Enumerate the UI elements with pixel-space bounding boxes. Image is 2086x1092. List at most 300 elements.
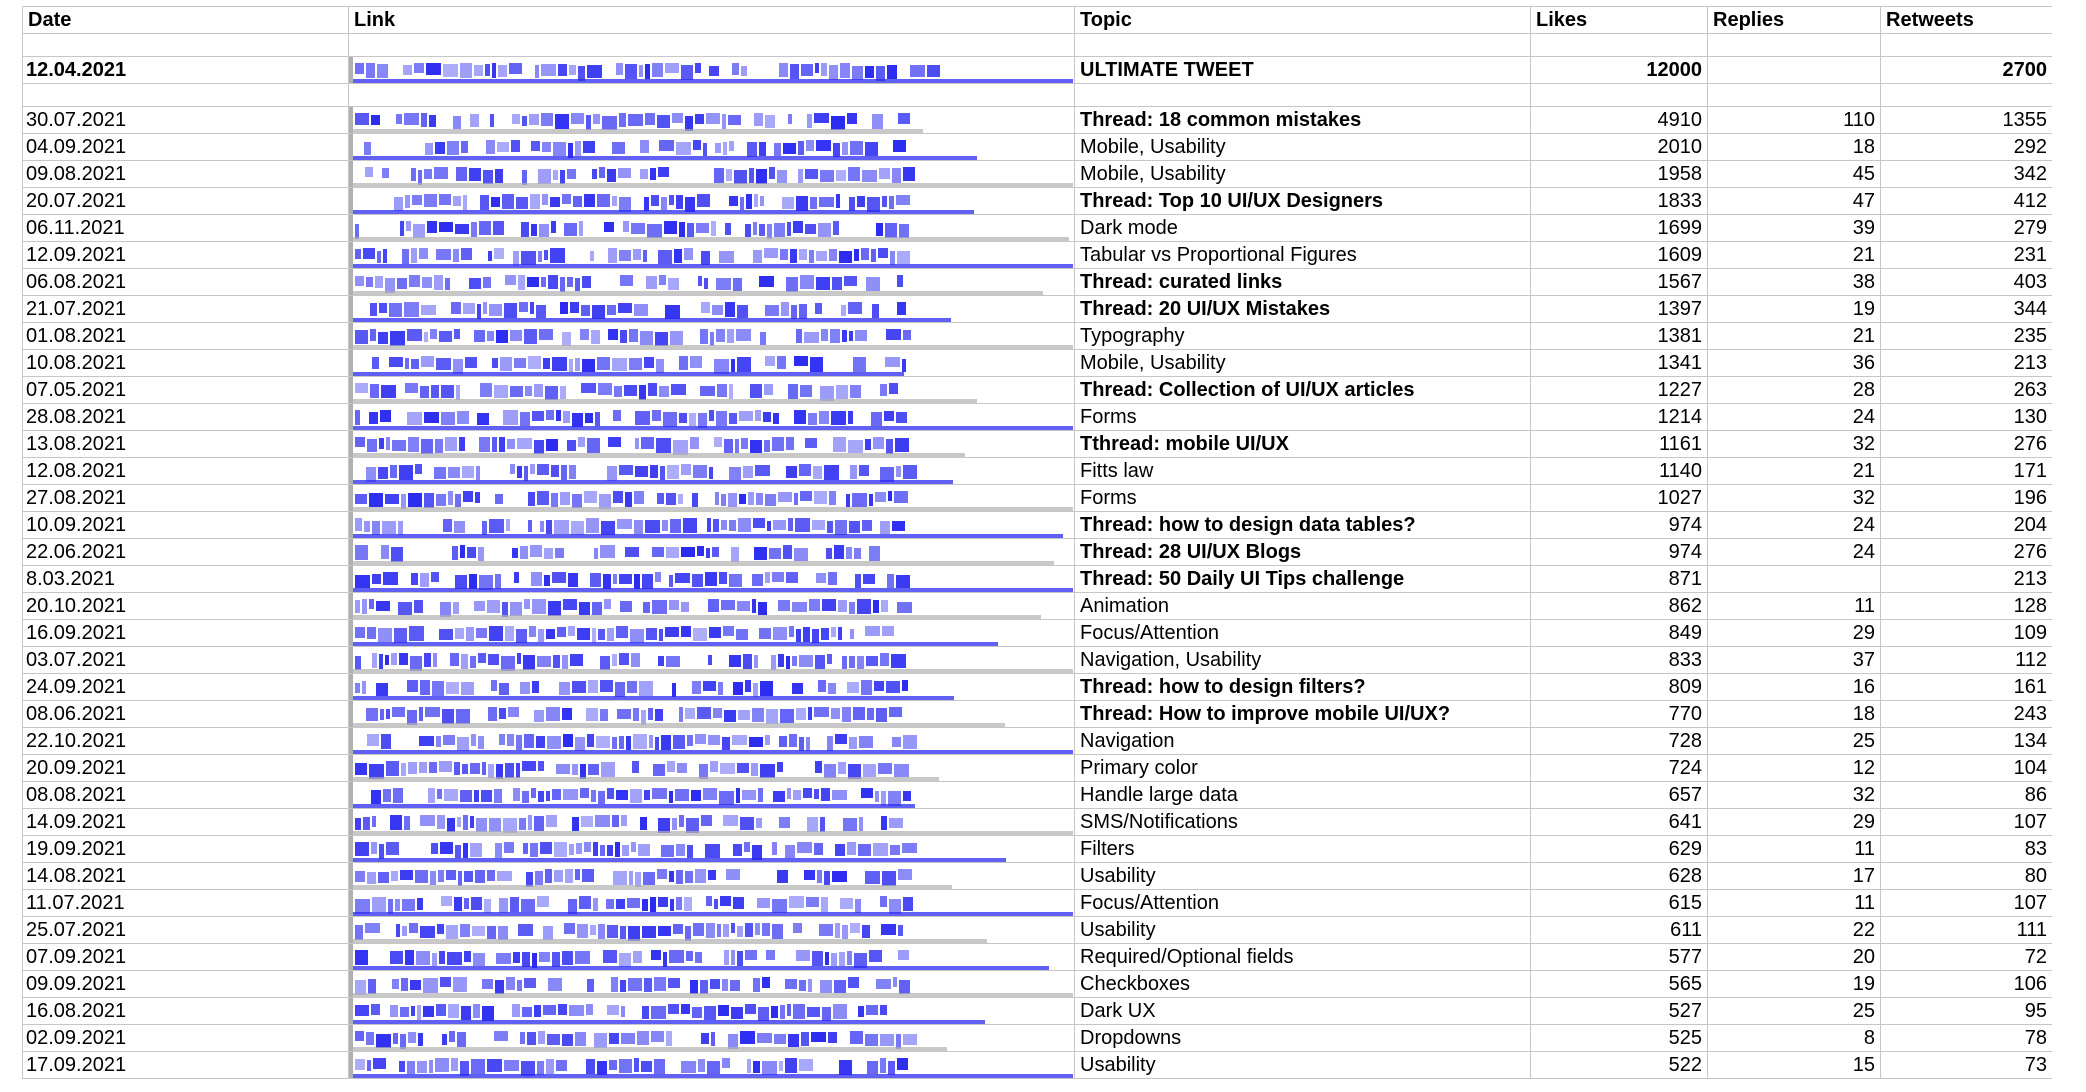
redaction-pixels — [349, 269, 1074, 296]
likes-cell[interactable]: 1161 — [1531, 431, 1708, 458]
topic-cell[interactable]: Thread: 28 UI/UX Blogs — [1075, 539, 1531, 566]
table-row — [23, 107, 2053, 134]
replies-cell[interactable]: 21 — [1708, 323, 1881, 350]
replies-cell[interactable]: 39 — [1708, 215, 1881, 242]
ultimate-tweet-row — [23, 57, 2053, 84]
date-cell[interactable]: 09.08.2021 — [23, 161, 349, 188]
replies-cell[interactable]: 25 — [1708, 998, 1881, 1025]
replies-cell[interactable]: 12 — [1708, 755, 1881, 782]
date-cell[interactable]: 12.04.2021 — [23, 57, 349, 84]
redacted-link-cell[interactable] — [349, 485, 1075, 512]
topic-cell[interactable]: Navigation, Usability — [1075, 647, 1531, 674]
date-cell[interactable]: 25.07.2021 — [23, 917, 349, 944]
retweets-cell[interactable]: 111 — [1881, 917, 2053, 944]
likes-cell[interactable]: 1227 — [1531, 377, 1708, 404]
retweets-cell[interactable]: 161 — [1881, 674, 2053, 701]
redaction-pixels — [349, 782, 1074, 809]
spreadsheet — [22, 6, 2052, 1092]
topic-cell[interactable]: Typography — [1075, 323, 1531, 350]
date-cell[interactable]: 02.09.2021 — [23, 1025, 349, 1052]
table-row — [23, 296, 2053, 323]
retweets-cell[interactable]: 204 — [1881, 512, 2053, 539]
likes-cell[interactable]: 12000 — [1531, 57, 1708, 84]
redaction-pixels — [349, 674, 1074, 701]
likes-cell[interactable]: 629 — [1531, 836, 1708, 863]
redaction-pixels — [349, 890, 1074, 917]
topic-cell[interactable]: Dark mode — [1075, 215, 1531, 242]
table-row — [23, 890, 2053, 917]
redacted-link-cell[interactable] — [349, 242, 1075, 269]
redaction-pixels — [349, 620, 1074, 647]
redacted-link-cell[interactable] — [349, 134, 1075, 161]
redaction-pixels — [349, 539, 1074, 566]
topic-cell[interactable]: Fitts law — [1075, 458, 1531, 485]
date-cell[interactable]: 10.09.2021 — [23, 512, 349, 539]
topic-cell[interactable]: Thread: how to design filters? — [1075, 674, 1531, 701]
replies-cell[interactable]: 25 — [1708, 728, 1881, 755]
replies-cell[interactable]: 32 — [1708, 782, 1881, 809]
likes-cell[interactable]: 1609 — [1531, 242, 1708, 269]
redacted-link-cell[interactable] — [349, 863, 1075, 890]
redaction-pixels — [349, 944, 1074, 971]
table-row — [23, 1025, 2053, 1052]
redacted-link-cell[interactable] — [349, 323, 1075, 350]
replies-cell[interactable]: 19 — [1708, 296, 1881, 323]
retweets-cell[interactable]: 107 — [1881, 809, 2053, 836]
topic-cell[interactable]: Thread: 20 UI/UX Mistakes — [1075, 296, 1531, 323]
likes-cell[interactable]: 974 — [1531, 539, 1708, 566]
topic-cell[interactable]: Thread: how to design data tables? — [1075, 512, 1531, 539]
date-cell[interactable]: 22.06.2021 — [23, 539, 349, 566]
date-cell[interactable]: 11.07.2021 — [23, 890, 349, 917]
replies-cell[interactable]: 19 — [1708, 971, 1881, 998]
date-cell[interactable]: 09.09.2021 — [23, 971, 349, 998]
replies-cell[interactable]: 16 — [1708, 674, 1881, 701]
replies-cell[interactable]: 21 — [1708, 242, 1881, 269]
retweets-cell[interactable]: 109 — [1881, 620, 2053, 647]
date-cell[interactable]: 13.08.2021 — [23, 431, 349, 458]
redaction-pixels — [349, 296, 1074, 323]
retweets-cell[interactable]: 412 — [1881, 188, 2053, 215]
topic-cell[interactable]: Thread: 18 common mistakes — [1075, 107, 1531, 134]
likes-cell[interactable]: 770 — [1531, 701, 1708, 728]
retweets-cell[interactable]: 342 — [1881, 161, 2053, 188]
table-row — [23, 863, 2053, 890]
retweets-cell[interactable]: 263 — [1881, 377, 2053, 404]
column-header-link[interactable]: Link — [349, 7, 1075, 34]
table-row — [23, 539, 2053, 566]
date-cell[interactable]: 28.08.2021 — [23, 404, 349, 431]
likes-cell[interactable]: 522 — [1531, 1052, 1708, 1079]
retweets-cell[interactable]: 104 — [1881, 755, 2053, 782]
likes-cell[interactable]: 525 — [1531, 1025, 1708, 1052]
likes-cell[interactable]: 565 — [1531, 971, 1708, 998]
topic-cell[interactable]: Dropdowns — [1075, 1025, 1531, 1052]
redacted-link-cell[interactable] — [349, 1025, 1075, 1052]
redacted-link-cell[interactable] — [349, 998, 1075, 1025]
redacted-link-cell[interactable] — [349, 647, 1075, 674]
redacted-link-cell[interactable] — [349, 431, 1075, 458]
retweets-cell[interactable]: 279 — [1881, 215, 2053, 242]
topic-cell[interactable]: Thread: Collection of UI/UX articles — [1075, 377, 1531, 404]
likes-cell[interactable]: 2010 — [1531, 134, 1708, 161]
date-cell[interactable]: 20.07.2021 — [23, 188, 349, 215]
redaction-pixels — [349, 647, 1074, 674]
topic-cell[interactable]: Thread: Top 10 UI/UX Designers — [1075, 188, 1531, 215]
table-body — [23, 34, 2053, 1079]
redacted-link-cell[interactable] — [349, 782, 1075, 809]
redacted-link-cell[interactable] — [349, 620, 1075, 647]
likes-cell[interactable]: 1397 — [1531, 296, 1708, 323]
replies-cell[interactable]: 17 — [1708, 863, 1881, 890]
topic-cell[interactable]: SMS/Notifications — [1075, 809, 1531, 836]
date-cell[interactable]: 07.05.2021 — [23, 377, 349, 404]
replies-cell[interactable]: 38 — [1708, 269, 1881, 296]
likes-cell[interactable]: 1958 — [1531, 161, 1708, 188]
topic-cell[interactable]: Navigation — [1075, 728, 1531, 755]
retweets-cell[interactable]: 112 — [1881, 647, 2053, 674]
topic-cell[interactable]: Thread: curated links — [1075, 269, 1531, 296]
redacted-link-cell[interactable] — [349, 755, 1075, 782]
table-row — [23, 485, 2053, 512]
likes-cell[interactable]: 974 — [1531, 512, 1708, 539]
replies-cell[interactable]: 29 — [1708, 809, 1881, 836]
topic-cell[interactable]: Mobile, Usability — [1075, 161, 1531, 188]
redaction-pixels — [349, 593, 1074, 620]
date-cell[interactable]: 20.10.2021 — [23, 593, 349, 620]
table-row — [23, 701, 2053, 728]
redaction-pixels — [349, 701, 1074, 728]
replies-cell[interactable]: 47 — [1708, 188, 1881, 215]
replies-cell[interactable]: 32 — [1708, 485, 1881, 512]
table-row — [23, 917, 2053, 944]
likes-cell[interactable]: 1567 — [1531, 269, 1708, 296]
redacted-link-cell[interactable] — [349, 188, 1075, 215]
date-cell[interactable]: 16.08.2021 — [23, 998, 349, 1025]
redaction-pixels — [349, 755, 1074, 782]
redacted-link-cell[interactable] — [349, 890, 1075, 917]
topic-cell[interactable]: Animation — [1075, 593, 1531, 620]
column-header-retweets[interactable]: Retweets — [1881, 7, 2053, 34]
redaction-pixels — [349, 161, 1074, 188]
retweets-cell[interactable]: 171 — [1881, 458, 2053, 485]
likes-cell[interactable]: 4910 — [1531, 107, 1708, 134]
replies-cell[interactable]: 22 — [1708, 917, 1881, 944]
column-header-replies[interactable]: Replies — [1708, 7, 1881, 34]
likes-cell[interactable]: 577 — [1531, 944, 1708, 971]
replies-cell[interactable] — [1708, 566, 1881, 593]
topic-cell[interactable]: Required/Optional fields — [1075, 944, 1531, 971]
retweets-cell[interactable]: 344 — [1881, 296, 2053, 323]
retweets-cell[interactable]: 243 — [1881, 701, 2053, 728]
redacted-link-cell[interactable] — [349, 458, 1075, 485]
retweets-cell[interactable]: 235 — [1881, 323, 2053, 350]
table-row — [23, 188, 2053, 215]
topic-cell[interactable]: Thread: How to improve mobile UI/UX? — [1075, 701, 1531, 728]
date-cell[interactable]: 30.07.2021 — [23, 107, 349, 134]
table-row — [23, 350, 2053, 377]
likes-cell[interactable]: 1833 — [1531, 188, 1708, 215]
redaction-pixels — [349, 107, 1074, 134]
retweets-cell[interactable]: 106 — [1881, 971, 2053, 998]
topic-cell[interactable]: Tabular vs Proportional Figures — [1075, 242, 1531, 269]
redaction-pixels — [349, 917, 1074, 944]
replies-cell[interactable]: 110 — [1708, 107, 1881, 134]
table-row — [23, 809, 2053, 836]
redaction-pixels — [349, 512, 1074, 539]
redacted-link-cell[interactable] — [349, 1052, 1075, 1079]
replies-cell[interactable]: 24 — [1708, 404, 1881, 431]
date-cell[interactable]: 27.08.2021 — [23, 485, 349, 512]
date-cell[interactable]: 17.09.2021 — [23, 1052, 349, 1079]
likes-cell[interactable]: 1341 — [1531, 350, 1708, 377]
date-cell[interactable]: 08.08.2021 — [23, 782, 349, 809]
redacted-link-cell[interactable] — [349, 296, 1075, 323]
redaction-pixels — [349, 809, 1074, 836]
retweets-cell[interactable]: 403 — [1881, 269, 2053, 296]
likes-cell[interactable]: 1027 — [1531, 485, 1708, 512]
retweets-cell[interactable]: 134 — [1881, 728, 2053, 755]
topic-cell[interactable]: Tthread: mobile UI/UX — [1075, 431, 1531, 458]
retweets-cell[interactable]: 196 — [1881, 485, 2053, 512]
topic-cell[interactable]: Focus/Attention — [1075, 890, 1531, 917]
redaction-pixels — [349, 404, 1074, 431]
table-row — [23, 755, 2053, 782]
retweets-cell[interactable]: 276 — [1881, 539, 2053, 566]
replies-cell[interactable]: 11 — [1708, 890, 1881, 917]
table-row — [23, 431, 2053, 458]
redaction-pixels — [349, 458, 1074, 485]
likes-cell[interactable]: 833 — [1531, 647, 1708, 674]
redacted-link-cell[interactable] — [349, 107, 1075, 134]
retweets-cell[interactable]: 72 — [1881, 944, 2053, 971]
replies-cell[interactable]: 32 — [1708, 431, 1881, 458]
date-cell[interactable]: 06.08.2021 — [23, 269, 349, 296]
replies-cell[interactable]: 8 — [1708, 1025, 1881, 1052]
likes-cell[interactable]: 1381 — [1531, 323, 1708, 350]
redacted-link-cell[interactable] — [349, 701, 1075, 728]
redacted-link-cell[interactable] — [349, 215, 1075, 242]
table-row — [23, 620, 2053, 647]
table-row — [23, 944, 2053, 971]
retweets-cell[interactable]: 80 — [1881, 863, 2053, 890]
replies-cell[interactable] — [1708, 57, 1881, 84]
date-cell[interactable]: 12.09.2021 — [23, 242, 349, 269]
date-cell[interactable]: 12.08.2021 — [23, 458, 349, 485]
redaction-pixels — [349, 431, 1074, 458]
retweets-cell[interactable]: 86 — [1881, 782, 2053, 809]
likes-cell[interactable]: 615 — [1531, 890, 1708, 917]
redacted-link-cell[interactable] — [349, 674, 1075, 701]
redacted-link-cell[interactable] — [349, 350, 1075, 377]
replies-cell[interactable]: 24 — [1708, 512, 1881, 539]
redaction-pixels — [349, 566, 1074, 593]
likes-cell[interactable]: 849 — [1531, 620, 1708, 647]
redacted-link-cell[interactable] — [349, 161, 1075, 188]
retweets-cell[interactable]: 128 — [1881, 593, 2053, 620]
table-row — [23, 458, 2053, 485]
retweets-cell[interactable]: 231 — [1881, 242, 2053, 269]
topic-cell[interactable]: Usability — [1075, 917, 1531, 944]
empty-row — [23, 34, 2053, 57]
table-row — [23, 512, 2053, 539]
table-row — [23, 269, 2053, 296]
column-header-likes[interactable]: Likes — [1531, 7, 1708, 34]
topic-cell[interactable]: Forms — [1075, 485, 1531, 512]
topic-cell[interactable]: Dark UX — [1075, 998, 1531, 1025]
retweets-cell[interactable]: 73 — [1881, 1052, 2053, 1079]
table-row — [23, 215, 2053, 242]
topic-cell[interactable]: Focus/Attention — [1075, 620, 1531, 647]
redaction-pixels — [349, 836, 1074, 863]
table-row — [23, 836, 2053, 863]
table-row — [23, 971, 2053, 998]
retweets-cell[interactable]: 276 — [1881, 431, 2053, 458]
likes-cell[interactable]: 724 — [1531, 755, 1708, 782]
table-row — [23, 1052, 2053, 1079]
date-cell[interactable]: 21.07.2021 — [23, 296, 349, 323]
table-row — [23, 998, 2053, 1025]
redaction-pixels — [349, 485, 1074, 512]
replies-cell[interactable]: 11 — [1708, 836, 1881, 863]
retweets-cell[interactable]: 213 — [1881, 350, 2053, 377]
date-cell[interactable]: 14.08.2021 — [23, 863, 349, 890]
retweets-cell[interactable]: 130 — [1881, 404, 2053, 431]
replies-cell[interactable]: 11 — [1708, 593, 1881, 620]
table-row — [23, 782, 2053, 809]
date-cell[interactable]: 06.11.2021 — [23, 215, 349, 242]
topic-cell[interactable]: Thread: 50 Daily UI Tips challenge — [1075, 566, 1531, 593]
redacted-link-cell[interactable] — [349, 269, 1075, 296]
redaction-pixels — [349, 57, 1074, 84]
topic-cell[interactable]: Primary color — [1075, 755, 1531, 782]
replies-cell[interactable]: 20 — [1708, 944, 1881, 971]
table-row — [23, 728, 2053, 755]
retweets-cell[interactable]: 1355 — [1881, 107, 2053, 134]
topic-cell[interactable]: Checkboxes — [1075, 971, 1531, 998]
date-cell[interactable]: 07.09.2021 — [23, 944, 349, 971]
redacted-link-cell[interactable] — [349, 809, 1075, 836]
retweets-cell[interactable]: 292 — [1881, 134, 2053, 161]
replies-cell[interactable]: 15 — [1708, 1052, 1881, 1079]
likes-cell[interactable]: 871 — [1531, 566, 1708, 593]
table-row — [23, 161, 2053, 188]
likes-cell[interactable]: 809 — [1531, 674, 1708, 701]
likes-cell[interactable]: 862 — [1531, 593, 1708, 620]
topic-cell[interactable]: ULTIMATE TWEET — [1075, 57, 1531, 84]
date-cell[interactable]: 22.10.2021 — [23, 728, 349, 755]
topic-cell[interactable]: Mobile, Usability — [1075, 134, 1531, 161]
topic-cell[interactable]: Mobile, Usability — [1075, 350, 1531, 377]
date-cell[interactable]: 8.03.2021 — [23, 566, 349, 593]
table-row — [23, 134, 2053, 161]
empty-row — [23, 84, 2053, 107]
topic-cell[interactable]: Forms — [1075, 404, 1531, 431]
redaction-pixels — [349, 863, 1074, 890]
date-cell[interactable]: 16.09.2021 — [23, 620, 349, 647]
date-cell[interactable]: 01.08.2021 — [23, 323, 349, 350]
date-cell[interactable]: 14.09.2021 — [23, 809, 349, 836]
redaction-pixels — [349, 188, 1074, 215]
table-row — [23, 593, 2053, 620]
date-cell[interactable]: 03.07.2021 — [23, 647, 349, 674]
likes-cell[interactable]: 1214 — [1531, 404, 1708, 431]
topic-cell[interactable]: Usability — [1075, 863, 1531, 890]
likes-cell[interactable]: 611 — [1531, 917, 1708, 944]
replies-cell[interactable]: 37 — [1708, 647, 1881, 674]
column-header-date[interactable]: Date — [23, 7, 349, 34]
replies-cell[interactable]: 24 — [1708, 539, 1881, 566]
redaction-pixels — [349, 998, 1074, 1025]
likes-cell[interactable]: 1699 — [1531, 215, 1708, 242]
redaction-pixels — [349, 242, 1074, 269]
date-cell[interactable]: 19.09.2021 — [23, 836, 349, 863]
redacted-link-cell[interactable] — [349, 917, 1075, 944]
redacted-link-cell[interactable] — [349, 728, 1075, 755]
table-row — [23, 404, 2053, 431]
likes-cell[interactable]: 641 — [1531, 809, 1708, 836]
date-cell[interactable]: 04.09.2021 — [23, 134, 349, 161]
replies-cell[interactable]: 18 — [1708, 134, 1881, 161]
redacted-link-cell[interactable] — [349, 539, 1075, 566]
date-cell[interactable]: 10.08.2021 — [23, 350, 349, 377]
redacted-link-cell[interactable] — [349, 512, 1075, 539]
replies-cell[interactable]: 36 — [1708, 350, 1881, 377]
retweets-cell[interactable]: 78 — [1881, 1025, 2053, 1052]
retweets-cell[interactable]: 83 — [1881, 836, 2053, 863]
redacted-link-cell[interactable] — [349, 593, 1075, 620]
replies-cell[interactable]: 29 — [1708, 620, 1881, 647]
redacted-link-cell[interactable] — [349, 57, 1075, 84]
redaction-pixels — [349, 350, 1074, 377]
redacted-link-cell[interactable] — [349, 971, 1075, 998]
redaction-pixels — [349, 971, 1074, 998]
replies-cell[interactable]: 21 — [1708, 458, 1881, 485]
header-row — [23, 7, 2053, 34]
retweets-cell[interactable]: 95 — [1881, 998, 2053, 1025]
replies-cell[interactable]: 45 — [1708, 161, 1881, 188]
likes-cell[interactable]: 628 — [1531, 863, 1708, 890]
replies-cell[interactable]: 28 — [1708, 377, 1881, 404]
table-row — [23, 377, 2053, 404]
date-cell[interactable]: 20.09.2021 — [23, 755, 349, 782]
retweets-cell[interactable]: 213 — [1881, 566, 2053, 593]
retweets-cell[interactable]: 107 — [1881, 890, 2053, 917]
redaction-pixels — [349, 377, 1074, 404]
topic-cell[interactable]: Handle large data — [1075, 782, 1531, 809]
likes-cell[interactable]: 527 — [1531, 998, 1708, 1025]
redacted-link-cell[interactable] — [349, 944, 1075, 971]
redacted-link-cell[interactable] — [349, 404, 1075, 431]
topic-cell[interactable]: Usability — [1075, 1052, 1531, 1079]
date-cell[interactable]: 08.06.2021 — [23, 701, 349, 728]
redaction-pixels — [349, 1025, 1074, 1052]
retweets-cell[interactable]: 2700 — [1881, 57, 2053, 84]
table-row — [23, 647, 2053, 674]
column-header-topic[interactable]: Topic — [1075, 7, 1531, 34]
redacted-link-cell[interactable] — [349, 836, 1075, 863]
table-row — [23, 566, 2053, 593]
redacted-link-cell[interactable] — [349, 566, 1075, 593]
topic-cell[interactable]: Filters — [1075, 836, 1531, 863]
likes-cell[interactable]: 1140 — [1531, 458, 1708, 485]
likes-cell[interactable]: 728 — [1531, 728, 1708, 755]
redacted-link-cell[interactable] — [349, 377, 1075, 404]
replies-cell[interactable]: 18 — [1708, 701, 1881, 728]
redaction-pixels — [349, 728, 1074, 755]
likes-cell[interactable]: 657 — [1531, 782, 1708, 809]
date-cell[interactable]: 24.09.2021 — [23, 674, 349, 701]
